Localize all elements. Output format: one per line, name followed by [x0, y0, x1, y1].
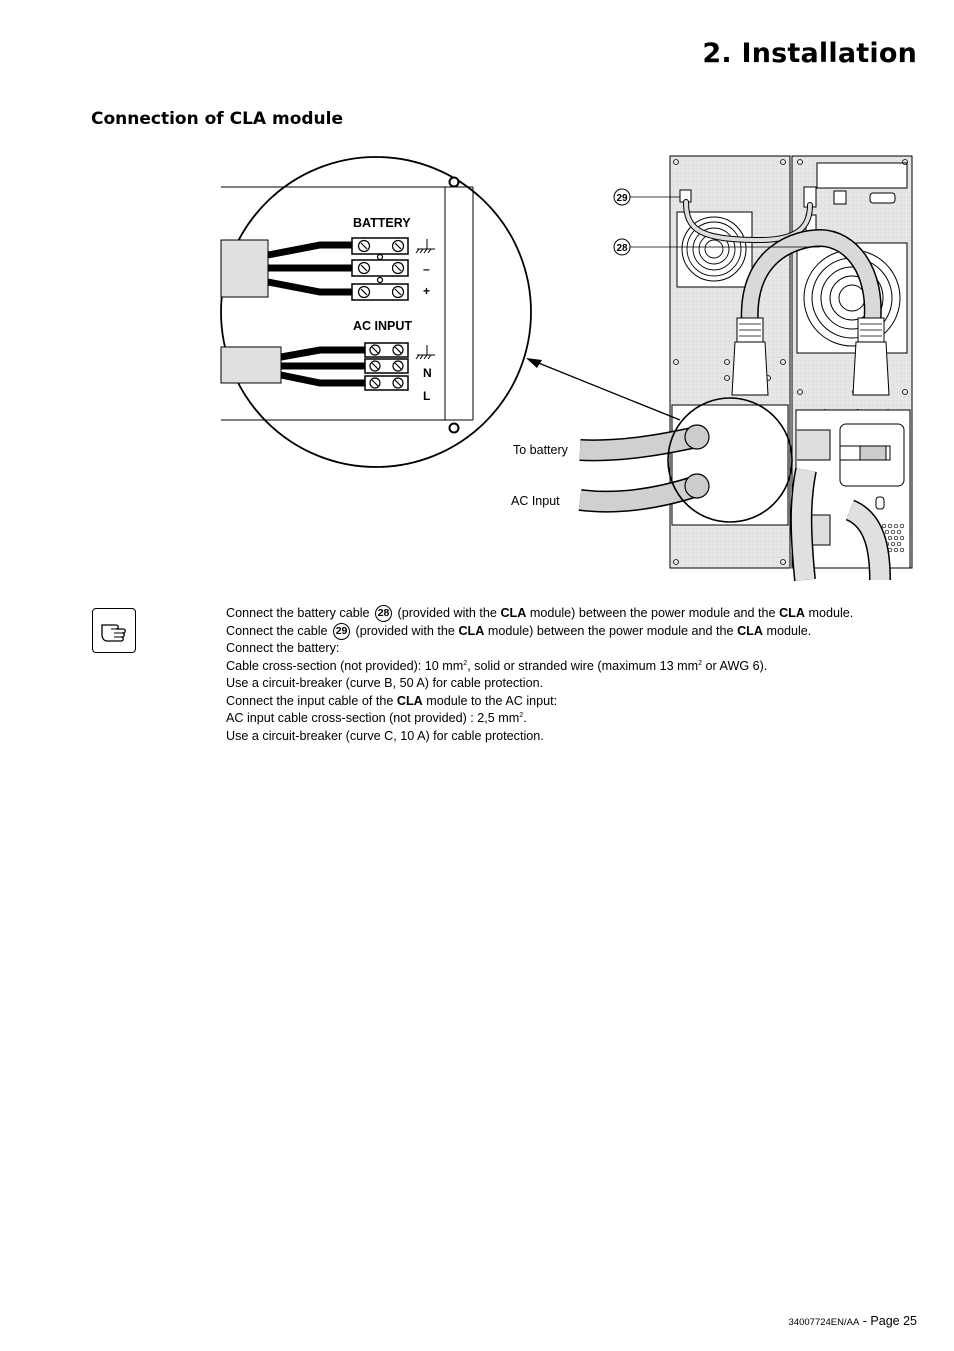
- doc-reference: 34007724EN/AA: [788, 1317, 860, 1328]
- battery-label: BATTERY: [353, 216, 411, 230]
- instruction-line: Connect the battery:: [226, 641, 340, 655]
- zoom-detail: [221, 157, 531, 467]
- chapter-title: 2. Installation: [702, 38, 917, 69]
- pointing-hand-note-icon: [92, 608, 136, 653]
- instruction-line: Use a circuit-breaker (curve C, 10 A) for cable protection.: [226, 728, 544, 743]
- svg-text:28: 28: [616, 243, 628, 254]
- instruction-line: Cable cross-section (not provided): 10 $mm^2$, solid or stranded wire (maximum 13 $mm^2$ or AWG 6).: [226, 658, 768, 673]
- arrow-head-icon: [526, 358, 542, 368]
- svg-text:29: 29: [616, 193, 628, 204]
- zoom-arrow: [536, 362, 680, 420]
- instruction-line: Use a circuit-breaker (curve B, 50 A) for cable protection.: [226, 676, 544, 690]
- section-title: Connection of CLA module: [91, 109, 344, 129]
- instructions: [226, 605, 916, 745]
- neutral-label: N: [423, 366, 432, 380]
- instruction-line: Connect the cable 29 (provided with the CLA module) between the power module and the CLA module.: [226, 623, 916, 641]
- page-number: - Page 25: [859, 1314, 917, 1328]
- cla-connection-diagram: [0, 0, 954, 600]
- ac-input-cable-label: AC Input: [511, 494, 560, 508]
- ac-input-zoom-label: AC INPUT: [353, 319, 413, 333]
- instruction-line: Connect the battery cable 28 (provided with the CLA module) between the power module and the CLA module.: [226, 605, 916, 623]
- plus-label: +: [423, 284, 431, 298]
- minus-label: –: [423, 262, 430, 276]
- ref-29: 29: [333, 623, 350, 640]
- line-label: L: [423, 389, 431, 403]
- instruction-line: AC input cable cross-section (not provided) : 2,5 $mm^2$.: [226, 711, 527, 725]
- instruction-line: Connect the input cable of the CLA module to the AC input:: [226, 693, 558, 708]
- page-footer: [789, 1314, 917, 1328]
- ref-28: 28: [375, 605, 392, 622]
- to-battery-label: To battery: [513, 443, 568, 457]
